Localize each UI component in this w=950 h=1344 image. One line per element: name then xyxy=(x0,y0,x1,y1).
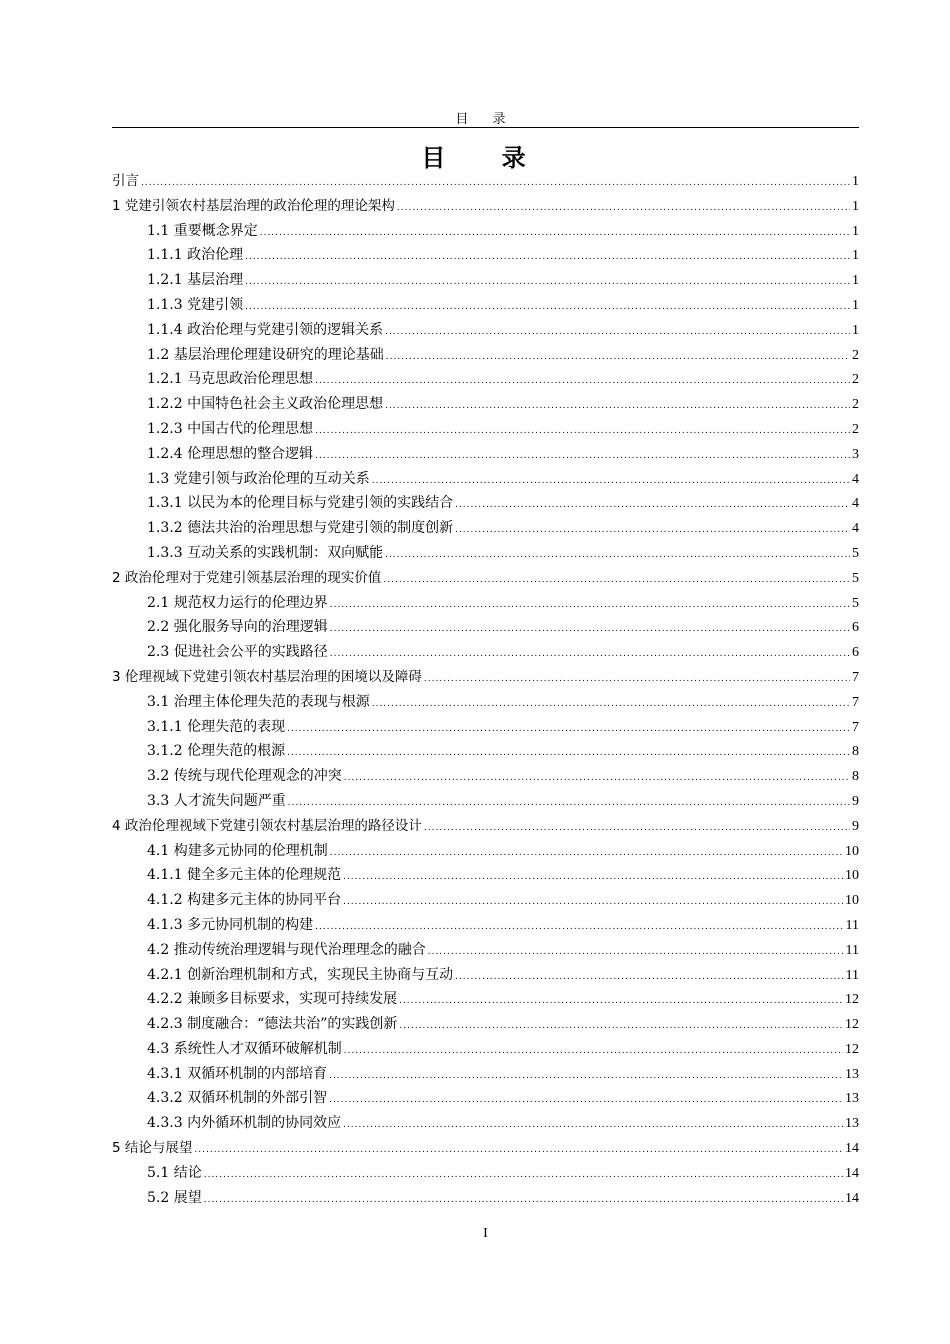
toc-dot-leader xyxy=(397,196,850,221)
toc-dot-leader xyxy=(385,320,850,345)
toc-dot-leader xyxy=(455,518,850,543)
toc-entry-title: 1 党建引领农村基层治理的政治伦理的理论架构 xyxy=(112,197,395,214)
toc-entry-title: 4.1.3 多元协同机制的构建 xyxy=(147,916,314,933)
toc-entry[interactable] xyxy=(112,1062,859,1087)
toc-entry-title: 5.2 展望 xyxy=(147,1189,202,1206)
toc-entry-title: 1.3.2 德法共治的治理思想与党建引领的制度创新 xyxy=(147,520,454,537)
toc-entry-title: 4.1.1 健全多元主体的伦理规范 xyxy=(147,867,342,884)
toc-page-number: 12 xyxy=(845,1017,859,1033)
toc-entry[interactable] xyxy=(112,367,859,392)
toc-dot-leader xyxy=(245,295,850,320)
toc-dot-leader xyxy=(204,1188,843,1213)
toc-page-number: 14 xyxy=(845,1141,859,1157)
toc-dot-leader xyxy=(424,816,850,841)
toc-dot-leader xyxy=(287,717,850,742)
toc-entry[interactable] xyxy=(112,863,859,888)
toc-dot-leader xyxy=(385,543,850,568)
toc-page-number: 1 xyxy=(852,322,859,338)
toc-page-number: 13 xyxy=(845,1091,859,1107)
toc-dot-leader xyxy=(372,692,850,717)
toc-entry[interactable] xyxy=(112,467,859,492)
toc-entry-title: 4.3.3 内外循环机制的协同效应 xyxy=(147,1115,342,1132)
toc-dot-leader xyxy=(399,989,843,1014)
toc-entry[interactable] xyxy=(112,169,859,194)
toc-page-number: 10 xyxy=(845,868,859,884)
toc-dot-leader xyxy=(315,419,850,444)
header-divider xyxy=(112,127,859,128)
toc-page-number: 11 xyxy=(845,942,859,958)
toc-entry-title: 1.2.1 基层治理 xyxy=(147,272,244,289)
toc-entry-title: 4.1.2 构建多元主体的协同平台 xyxy=(147,892,342,909)
toc-entry-title: 1.2 基层治理伦理建设研究的理论基础 xyxy=(147,346,384,363)
toc-entry-title: 5.1 结论 xyxy=(147,1164,202,1181)
toc-page-number: 1 xyxy=(852,198,859,214)
toc-entry[interactable] xyxy=(112,268,859,293)
toc-entry-title: 5 结论与展望 xyxy=(112,1140,193,1157)
table-of-contents xyxy=(112,169,859,1210)
toc-page-number: 1 xyxy=(852,174,859,189)
toc-entry-title: 1.2.2 中国特色社会主义政治伦理思想 xyxy=(147,396,384,413)
toc-page-number: 4 xyxy=(852,471,859,487)
toc-page-number: 12 xyxy=(845,992,859,1008)
toc-dot-leader xyxy=(343,865,843,890)
toc-entry-title: 1.1.1 政治伦理 xyxy=(147,247,244,264)
toc-entry[interactable] xyxy=(112,814,859,839)
toc-page-number: 14 xyxy=(845,1165,859,1181)
toc-page-number: 2 xyxy=(852,347,859,363)
toc-entry-title: 3.2 传统与现代伦理观念的冲突 xyxy=(147,768,342,785)
toc-entry[interactable] xyxy=(112,615,859,640)
toc-entry[interactable] xyxy=(112,913,859,938)
toc-page-number: 13 xyxy=(845,1116,859,1132)
toc-entry-title: 3.1.2 伦理失范的根源 xyxy=(147,743,286,760)
toc-entry-title: 2.2 强化服务导向的治理逻辑 xyxy=(147,619,328,636)
toc-page-number: 8 xyxy=(852,769,859,785)
toc-page-number: 6 xyxy=(852,645,859,661)
toc-dot-leader xyxy=(344,766,850,791)
toc-entry[interactable] xyxy=(112,640,859,665)
toc-entry[interactable] xyxy=(112,1111,859,1136)
toc-page-number: 2 xyxy=(852,372,859,388)
toc-entry-title: 2 政治伦理对于党建引领基层治理的现实价值 xyxy=(112,569,382,586)
toc-page-number: 11 xyxy=(845,917,859,933)
toc-entry[interactable] xyxy=(112,690,859,715)
toc-dot-leader xyxy=(315,444,850,469)
toc-page-number: 1 xyxy=(852,297,859,313)
toc-entry-title: 4.2 推动传统治理逻辑与现代治理理念的融合 xyxy=(147,941,426,958)
toc-entry[interactable] xyxy=(112,591,859,616)
toc-entry[interactable] xyxy=(112,343,859,368)
toc-dot-leader xyxy=(329,1064,843,1089)
toc-dot-leader xyxy=(343,1113,843,1138)
toc-dot-leader xyxy=(245,270,850,295)
toc-entry-title: 4.2.2 兼顾多目标要求，实现可持续发展 xyxy=(147,991,398,1008)
toc-page-number: 7 xyxy=(852,719,859,735)
toc-entry[interactable] xyxy=(112,789,859,814)
toc-page-number: 5 xyxy=(852,545,859,561)
toc-dot-leader xyxy=(330,593,850,618)
toc-page-number: 7 xyxy=(852,669,859,685)
running-header: 目 录 xyxy=(455,112,516,127)
toc-entry-title: 1.2.3 中国古代的伦理思想 xyxy=(147,420,314,437)
toc-entry-title: 1.2.4 伦理思想的整合逻辑 xyxy=(147,445,314,462)
toc-dot-leader xyxy=(287,741,850,766)
toc-dot-leader xyxy=(315,915,843,940)
toc-dot-leader xyxy=(344,1039,843,1064)
toc-dot-leader xyxy=(194,1138,843,1163)
toc-page-number: 2 xyxy=(852,421,859,437)
toc-dot-leader xyxy=(245,245,850,270)
toc-dot-leader xyxy=(424,667,850,692)
toc-entry[interactable] xyxy=(112,318,859,343)
toc-entry-title: 4.3.2 双循环机制的外部引智 xyxy=(147,1090,328,1107)
toc-entry[interactable] xyxy=(112,764,859,789)
toc-entry-title: 4.3.1 双循环机制的内部培育 xyxy=(147,1065,328,1082)
toc-dot-leader xyxy=(385,394,850,419)
toc-entry[interactable] xyxy=(112,1012,859,1037)
toc-page-number: 2 xyxy=(852,397,859,413)
toc-entry[interactable] xyxy=(112,194,859,219)
toc-page-number: 5 xyxy=(852,570,859,586)
toc-dot-leader xyxy=(204,1163,843,1188)
toc-entry[interactable] xyxy=(112,739,859,764)
toc-entry-title: 3.1.1 伦理失范的表现 xyxy=(147,718,286,735)
toc-dot-leader xyxy=(330,642,850,667)
toc-entry[interactable] xyxy=(112,541,859,566)
toc-entry-title: 4.3 系统性人才双循环破解机制 xyxy=(147,1040,342,1057)
toc-entry-title: 1.3 党建引领与政治伦理的互动关系 xyxy=(147,470,370,487)
toc-dot-leader xyxy=(329,1088,843,1113)
toc-page-number: 4 xyxy=(852,496,859,512)
toc-dot-leader xyxy=(399,1014,843,1039)
toc-entry[interactable] xyxy=(112,1136,859,1161)
toc-page-number: 10 xyxy=(845,843,859,859)
toc-entry-title: 2.1 规范权力运行的伦理边界 xyxy=(147,594,328,611)
toc-page-number: 9 xyxy=(852,793,859,809)
toc-entry-title: 1.1 重要概念界定 xyxy=(147,222,258,239)
toc-dot-leader xyxy=(383,568,850,593)
page-title: 目 录 xyxy=(421,144,550,172)
toc-entry[interactable] xyxy=(112,491,859,516)
toc-entry[interactable] xyxy=(112,417,859,442)
toc-entry[interactable] xyxy=(112,888,859,913)
toc-entry-title: 1.3.1 以民为本的伦理目标与党建引领的实践结合 xyxy=(147,495,454,512)
toc-dot-leader xyxy=(455,493,850,518)
toc-dot-leader xyxy=(428,940,844,965)
toc-entry[interactable] xyxy=(112,665,859,690)
toc-entry-title: 3 伦理视域下党建引领农村基层治理的困境以及障碍 xyxy=(112,668,422,685)
toc-entry[interactable] xyxy=(112,1037,859,1062)
toc-page-number: 14 xyxy=(845,1190,859,1206)
page-number: I xyxy=(483,1226,488,1241)
toc-page-number: 1 xyxy=(852,248,859,264)
toc-dot-leader xyxy=(372,469,850,494)
toc-entry-title: 2.3 促进社会公平的实践路径 xyxy=(147,644,328,661)
toc-entry-title: 1.1.4 政治伦理与党建引领的逻辑关系 xyxy=(147,321,384,338)
toc-entry[interactable] xyxy=(112,839,859,864)
toc-dot-leader xyxy=(455,965,843,990)
toc-page-number: 3 xyxy=(852,446,859,462)
toc-entry[interactable] xyxy=(112,715,859,740)
toc-entry-title: 1.2.1 马克思政治伦理思想 xyxy=(147,371,314,388)
toc-entry-title: 4.1 构建多元协同的伦理机制 xyxy=(147,842,328,859)
toc-entry[interactable] xyxy=(112,243,859,268)
toc-entry[interactable] xyxy=(112,566,859,591)
toc-entry-title: 3.1 治理主体伦理失范的表现与根源 xyxy=(147,693,370,710)
toc-entry[interactable] xyxy=(112,1086,859,1111)
toc-entry[interactable] xyxy=(112,219,859,244)
toc-page-number: 13 xyxy=(845,1066,859,1082)
toc-entry-title: 1.3.3 互动关系的实践机制：双向赋能 xyxy=(147,544,384,561)
toc-dot-leader xyxy=(330,617,850,642)
toc-entry-title: 4.2.1 创新治理机制和方式，实现民主协商与互动 xyxy=(147,966,454,983)
toc-page-number: 1 xyxy=(852,273,859,289)
toc-dot-leader xyxy=(343,890,843,915)
toc-page-number: 4 xyxy=(852,521,859,537)
toc-dot-leader xyxy=(141,171,850,196)
toc-page-number: 8 xyxy=(852,744,859,760)
toc-entry[interactable] xyxy=(112,293,859,318)
toc-entry-title: 1.1.3 党建引领 xyxy=(147,296,244,313)
toc-entry-title: 引言 xyxy=(112,173,139,189)
toc-page-number: 12 xyxy=(845,1041,859,1057)
toc-entry[interactable] xyxy=(112,1186,859,1211)
toc-dot-leader xyxy=(288,791,850,816)
toc-entry[interactable] xyxy=(112,1161,859,1186)
toc-entry-title: 4.2.3 制度融合：“德法共治”的实践创新 xyxy=(147,1016,398,1033)
toc-page-number: 9 xyxy=(852,818,859,834)
toc-dot-leader xyxy=(315,369,850,394)
toc-page-number: 6 xyxy=(852,620,859,636)
toc-page-number: 7 xyxy=(852,694,859,710)
toc-dot-leader xyxy=(386,345,850,370)
toc-entry[interactable] xyxy=(112,987,859,1012)
toc-entry[interactable] xyxy=(112,392,859,417)
toc-dot-leader xyxy=(330,841,843,866)
toc-dot-leader xyxy=(260,221,850,246)
toc-entry[interactable] xyxy=(112,963,859,988)
toc-entry[interactable] xyxy=(112,938,859,963)
toc-page-number: 5 xyxy=(852,595,859,611)
toc-page-number: 11 xyxy=(845,967,859,983)
toc-page-number: 10 xyxy=(845,893,859,909)
toc-entry[interactable] xyxy=(112,516,859,541)
toc-entry[interactable] xyxy=(112,442,859,467)
toc-page-number: 1 xyxy=(852,223,859,239)
toc-entry-title: 4 政治伦理视域下党建引领农村基层治理的路径设计 xyxy=(112,817,422,834)
toc-entry-title: 3.3 人才流失问题严重 xyxy=(147,792,286,809)
